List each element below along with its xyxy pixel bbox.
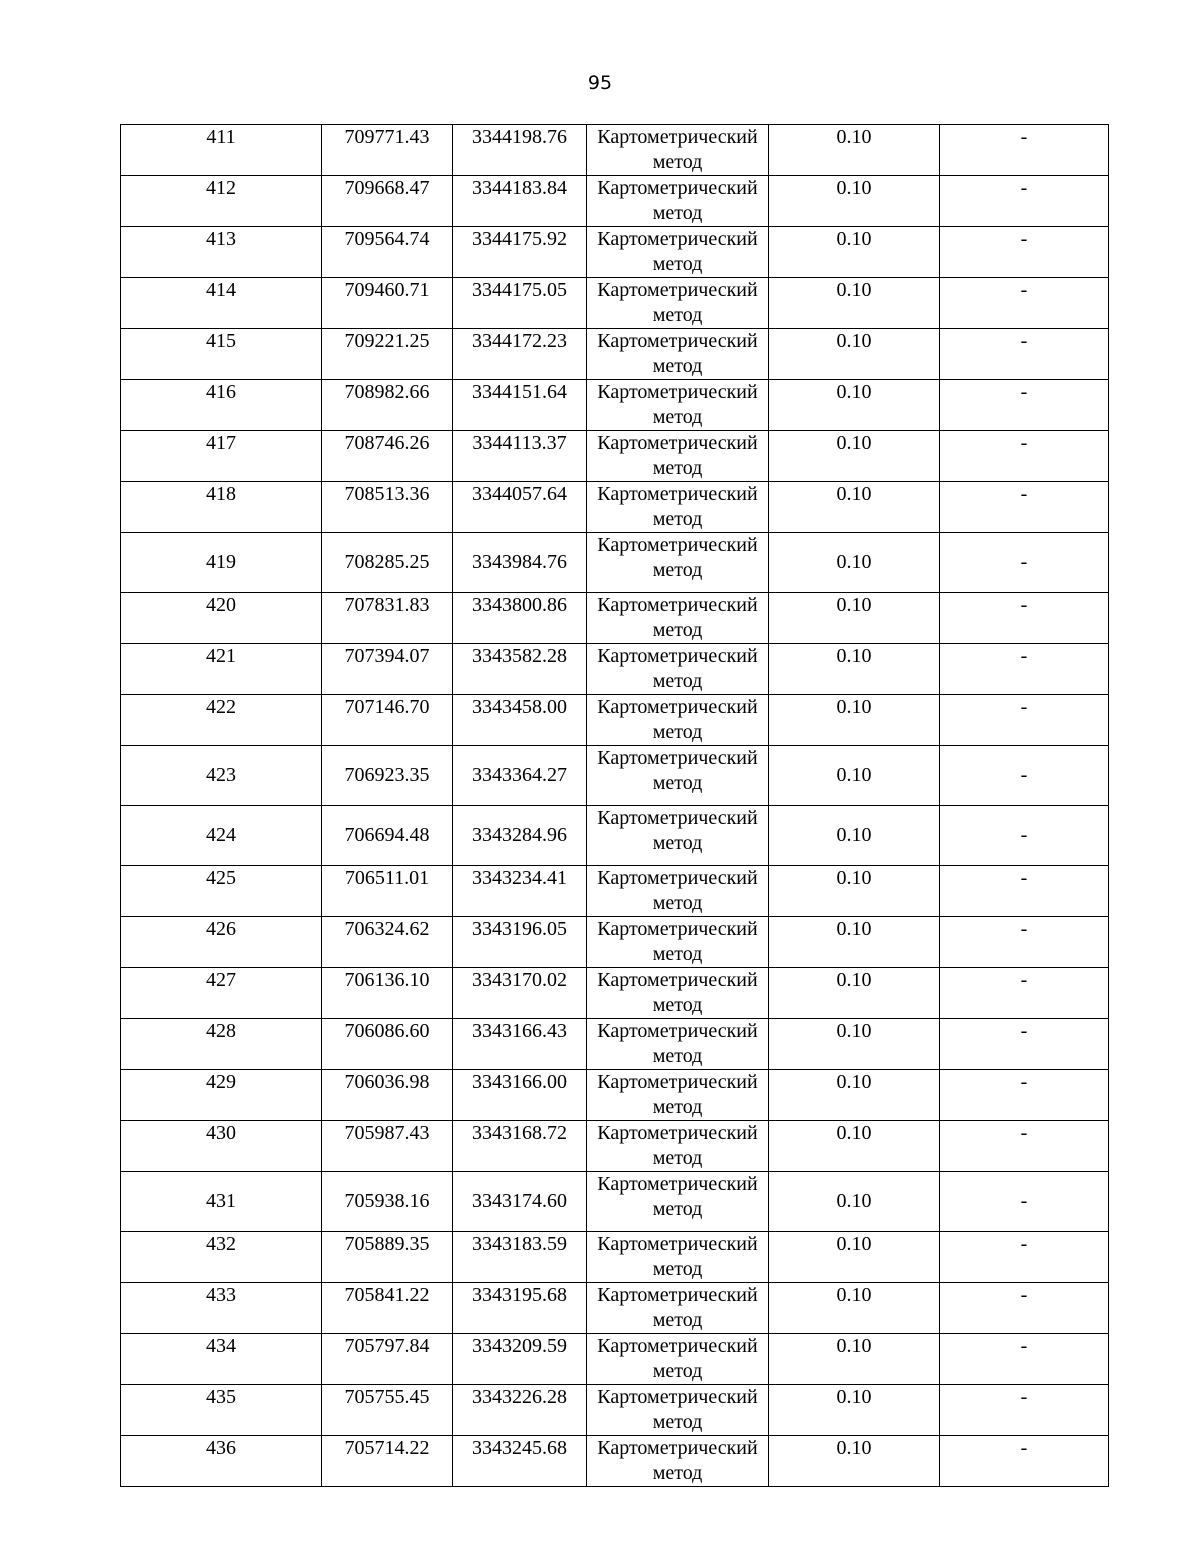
table-row [121, 125, 1109, 176]
point-number-cell: 432 [121, 1232, 322, 1283]
x-coordinate-cell: 705987.43 [322, 1121, 453, 1172]
table-row [121, 227, 1109, 278]
accuracy-cell: 0.10 [769, 695, 940, 746]
x-coordinate-cell: 709460.71 [322, 278, 453, 329]
accuracy-cell: 0.10 [769, 329, 940, 380]
accuracy-cell: 0.10 [769, 1121, 940, 1172]
x-coordinate-cell: 708982.66 [322, 380, 453, 431]
y-coordinate-cell: 3344113.37 [453, 431, 587, 482]
description-cell: - [940, 533, 1109, 593]
method-line-2: метод [652, 832, 703, 854]
accuracy-cell: 0.10 [769, 866, 940, 917]
table-row [121, 1121, 1109, 1172]
y-coordinate-cell: 3343800.86 [453, 593, 587, 644]
method-line-1: Картометрический [597, 483, 758, 505]
table-row [121, 533, 1109, 593]
method-cell [587, 1019, 769, 1070]
point-number-cell: 436 [121, 1436, 322, 1487]
method-line-2: метод [652, 1096, 703, 1118]
point-number-cell: 421 [121, 644, 322, 695]
method-line-2: метод [652, 406, 703, 428]
coordinates-table [120, 124, 1109, 1487]
description-cell: - [940, 1334, 1109, 1385]
description-cell: - [940, 329, 1109, 380]
description-cell: - [940, 746, 1109, 806]
table-row [121, 1436, 1109, 1487]
y-coordinate-cell: 3344175.92 [453, 227, 587, 278]
method-line-1: Картометрический [597, 594, 758, 616]
y-coordinate-cell: 3343195.68 [453, 1283, 587, 1334]
x-coordinate-cell: 705889.35 [322, 1232, 453, 1283]
point-number-cell: 422 [121, 695, 322, 746]
method-line-2: метод [652, 457, 703, 479]
description-cell: - [940, 1385, 1109, 1436]
method-line-2: метод [652, 1462, 703, 1484]
method-line-1: Картометрический [597, 807, 758, 829]
x-coordinate-cell: 706511.01 [322, 866, 453, 917]
description-cell: - [940, 866, 1109, 917]
x-coordinate-cell: 706036.98 [322, 1070, 453, 1121]
y-coordinate-cell: 3343166.43 [453, 1019, 587, 1070]
x-coordinate-cell: 708746.26 [322, 431, 453, 482]
table-row [121, 695, 1109, 746]
x-coordinate-cell: 706086.60 [322, 1019, 453, 1070]
description-cell: - [940, 380, 1109, 431]
method-line-2: метод [652, 943, 703, 965]
accuracy-cell: 0.10 [769, 1385, 940, 1436]
method-line-2: метод [652, 721, 703, 743]
x-coordinate-cell: 706324.62 [322, 917, 453, 968]
method-cell [587, 1232, 769, 1283]
table-row [121, 176, 1109, 227]
method-line-2: метод [652, 1411, 703, 1433]
method-line-2: метод [652, 619, 703, 641]
y-coordinate-cell: 3344172.23 [453, 329, 587, 380]
x-coordinate-cell: 709564.74 [322, 227, 453, 278]
point-number-cell: 433 [121, 1283, 322, 1334]
method-line-1: Картометрический [597, 1233, 758, 1255]
method-line-2: метод [652, 892, 703, 914]
y-coordinate-cell: 3343234.41 [453, 866, 587, 917]
point-number-cell: 419 [121, 533, 322, 593]
point-number-cell: 416 [121, 380, 322, 431]
method-cell [587, 533, 769, 593]
method-cell [587, 329, 769, 380]
method-line-1: Картометрический [597, 1386, 758, 1408]
accuracy-cell: 0.10 [769, 482, 940, 533]
method-cell [587, 1121, 769, 1172]
method-line-2: метод [652, 355, 703, 377]
table-row [121, 593, 1109, 644]
method-line-1: Картометрический [597, 867, 758, 889]
method-cell [587, 380, 769, 431]
description-cell: - [940, 125, 1109, 176]
y-coordinate-cell: 3343284.96 [453, 806, 587, 866]
point-number-cell: 412 [121, 176, 322, 227]
x-coordinate-cell: 705797.84 [322, 1334, 453, 1385]
y-coordinate-cell: 3344183.84 [453, 176, 587, 227]
point-number-cell: 411 [121, 125, 322, 176]
table-row [121, 1070, 1109, 1121]
table-row [121, 1232, 1109, 1283]
method-line-1: Картометрический [597, 747, 758, 769]
point-number-cell: 434 [121, 1334, 322, 1385]
y-coordinate-cell: 3344057.64 [453, 482, 587, 533]
accuracy-cell: 0.10 [769, 806, 940, 866]
method-line-1: Картометрический [597, 534, 758, 556]
accuracy-cell: 0.10 [769, 380, 940, 431]
y-coordinate-cell: 3344198.76 [453, 125, 587, 176]
point-number-cell: 426 [121, 917, 322, 968]
y-coordinate-cell: 3344175.05 [453, 278, 587, 329]
x-coordinate-cell: 705841.22 [322, 1283, 453, 1334]
method-cell [587, 1385, 769, 1436]
table-row [121, 917, 1109, 968]
method-line-2: метод [652, 1198, 703, 1220]
point-number-cell: 414 [121, 278, 322, 329]
table-row [121, 1172, 1109, 1232]
method-line-1: Картометрический [597, 1071, 758, 1093]
method-cell [587, 806, 769, 866]
accuracy-cell: 0.10 [769, 917, 940, 968]
accuracy-cell: 0.10 [769, 176, 940, 227]
point-number-cell: 415 [121, 329, 322, 380]
coordinates-table-body [121, 125, 1109, 1487]
method-cell [587, 968, 769, 1019]
method-line-1: Картометрический [597, 1020, 758, 1042]
method-cell [587, 227, 769, 278]
method-line-2: метод [652, 151, 703, 173]
accuracy-cell: 0.10 [769, 1436, 940, 1487]
description-cell: - [940, 1436, 1109, 1487]
accuracy-cell: 0.10 [769, 227, 940, 278]
method-line-1: Картометрический [597, 1122, 758, 1144]
method-cell [587, 695, 769, 746]
method-cell [587, 917, 769, 968]
method-cell [587, 644, 769, 695]
table-row [121, 644, 1109, 695]
method-line-1: Картометрический [597, 279, 758, 301]
method-line-2: метод [652, 202, 703, 224]
x-coordinate-cell: 705755.45 [322, 1385, 453, 1436]
description-cell: - [940, 278, 1109, 329]
point-number-cell: 429 [121, 1070, 322, 1121]
table-row [121, 380, 1109, 431]
y-coordinate-cell: 3343458.00 [453, 695, 587, 746]
method-line-1: Картометрический [597, 381, 758, 403]
accuracy-cell: 0.10 [769, 125, 940, 176]
table-row [121, 1019, 1109, 1070]
y-coordinate-cell: 3343196.05 [453, 917, 587, 968]
x-coordinate-cell: 706136.10 [322, 968, 453, 1019]
description-cell: - [940, 644, 1109, 695]
accuracy-cell: 0.10 [769, 746, 940, 806]
description-cell: - [940, 806, 1109, 866]
page-number: 95 [587, 72, 613, 94]
description-cell: - [940, 176, 1109, 227]
method-line-2: метод [652, 253, 703, 275]
point-number-cell: 424 [121, 806, 322, 866]
accuracy-cell: 0.10 [769, 593, 940, 644]
method-line-1: Картометрический [597, 177, 758, 199]
method-cell [587, 593, 769, 644]
x-coordinate-cell: 706694.48 [322, 806, 453, 866]
x-coordinate-cell: 707831.83 [322, 593, 453, 644]
description-cell: - [940, 1070, 1109, 1121]
accuracy-cell: 0.10 [769, 1334, 940, 1385]
method-line-1: Картометрический [597, 126, 758, 148]
point-number-cell: 425 [121, 866, 322, 917]
method-line-2: метод [652, 670, 703, 692]
y-coordinate-cell: 3343174.60 [453, 1172, 587, 1232]
method-line-1: Картометрический [597, 696, 758, 718]
method-cell [587, 482, 769, 533]
table-row [121, 968, 1109, 1019]
method-cell [587, 1334, 769, 1385]
y-coordinate-cell: 3343183.59 [453, 1232, 587, 1283]
method-line-2: метод [652, 304, 703, 326]
description-cell: - [940, 1283, 1109, 1334]
accuracy-cell: 0.10 [769, 1283, 940, 1334]
description-cell: - [940, 482, 1109, 533]
accuracy-cell: 0.10 [769, 1232, 940, 1283]
accuracy-cell: 0.10 [769, 1019, 940, 1070]
y-coordinate-cell: 3343582.28 [453, 644, 587, 695]
accuracy-cell: 0.10 [769, 533, 940, 593]
y-coordinate-cell: 3343245.68 [453, 1436, 587, 1487]
method-cell [587, 746, 769, 806]
method-line-2: метод [652, 1045, 703, 1067]
y-coordinate-cell: 3343984.76 [453, 533, 587, 593]
x-coordinate-cell: 705714.22 [322, 1436, 453, 1487]
method-line-1: Картометрический [597, 330, 758, 352]
method-line-2: метод [652, 1147, 703, 1169]
point-number-cell: 431 [121, 1172, 322, 1232]
description-cell: - [940, 593, 1109, 644]
method-cell [587, 1070, 769, 1121]
method-line-1: Картометрический [597, 1173, 758, 1195]
method-line-1: Картометрический [597, 1437, 758, 1459]
point-number-cell: 420 [121, 593, 322, 644]
method-line-1: Картометрический [597, 918, 758, 940]
method-cell [587, 125, 769, 176]
x-coordinate-cell: 708285.25 [322, 533, 453, 593]
table-row [121, 1334, 1109, 1385]
description-cell: - [940, 1172, 1109, 1232]
description-cell: - [940, 968, 1109, 1019]
table-row [121, 866, 1109, 917]
method-cell [587, 1436, 769, 1487]
method-line-1: Картометрический [597, 228, 758, 250]
table-row [121, 431, 1109, 482]
x-coordinate-cell: 706923.35 [322, 746, 453, 806]
method-cell [587, 278, 769, 329]
method-line-1: Картометрический [597, 969, 758, 991]
method-line-1: Картометрический [597, 432, 758, 454]
y-coordinate-cell: 3344151.64 [453, 380, 587, 431]
description-cell: - [940, 1232, 1109, 1283]
method-line-1: Картометрический [597, 645, 758, 667]
accuracy-cell: 0.10 [769, 1070, 940, 1121]
method-cell [587, 431, 769, 482]
method-line-2: метод [652, 508, 703, 530]
description-cell: - [940, 917, 1109, 968]
method-line-2: метод [652, 772, 703, 794]
description-cell: - [940, 1019, 1109, 1070]
accuracy-cell: 0.10 [769, 644, 940, 695]
method-line-2: метод [652, 1360, 703, 1382]
point-number-cell: 427 [121, 968, 322, 1019]
point-number-cell: 430 [121, 1121, 322, 1172]
y-coordinate-cell: 3343226.28 [453, 1385, 587, 1436]
x-coordinate-cell: 709221.25 [322, 329, 453, 380]
x-coordinate-cell: 705938.16 [322, 1172, 453, 1232]
x-coordinate-cell: 707394.07 [322, 644, 453, 695]
table-row [121, 746, 1109, 806]
description-cell: - [940, 227, 1109, 278]
method-line-2: метод [652, 1309, 703, 1331]
point-number-cell: 435 [121, 1385, 322, 1436]
method-line-2: метод [652, 559, 703, 581]
method-line-2: метод [652, 994, 703, 1016]
table-row [121, 1385, 1109, 1436]
method-cell [587, 1172, 769, 1232]
y-coordinate-cell: 3343170.02 [453, 968, 587, 1019]
table-row [121, 1283, 1109, 1334]
method-line-2: метод [652, 1258, 703, 1280]
y-coordinate-cell: 3343209.59 [453, 1334, 587, 1385]
table-row [121, 806, 1109, 866]
point-number-cell: 413 [121, 227, 322, 278]
method-cell [587, 1283, 769, 1334]
accuracy-cell: 0.10 [769, 968, 940, 1019]
accuracy-cell: 0.10 [769, 1172, 940, 1232]
table-row [121, 278, 1109, 329]
table-row [121, 482, 1109, 533]
point-number-cell: 423 [121, 746, 322, 806]
description-cell: - [940, 695, 1109, 746]
method-cell [587, 866, 769, 917]
accuracy-cell: 0.10 [769, 431, 940, 482]
point-number-cell: 418 [121, 482, 322, 533]
description-cell: - [940, 431, 1109, 482]
point-number-cell: 417 [121, 431, 322, 482]
x-coordinate-cell: 709771.43 [322, 125, 453, 176]
x-coordinate-cell: 708513.36 [322, 482, 453, 533]
x-coordinate-cell: 707146.70 [322, 695, 453, 746]
y-coordinate-cell: 3343166.00 [453, 1070, 587, 1121]
method-cell [587, 176, 769, 227]
x-coordinate-cell: 709668.47 [322, 176, 453, 227]
y-coordinate-cell: 3343168.72 [453, 1121, 587, 1172]
table-row [121, 329, 1109, 380]
method-line-1: Картометрический [597, 1284, 758, 1306]
accuracy-cell: 0.10 [769, 278, 940, 329]
point-number-cell: 428 [121, 1019, 322, 1070]
y-coordinate-cell: 3343364.27 [453, 746, 587, 806]
method-line-1: Картометрический [597, 1335, 758, 1357]
description-cell: - [940, 1121, 1109, 1172]
